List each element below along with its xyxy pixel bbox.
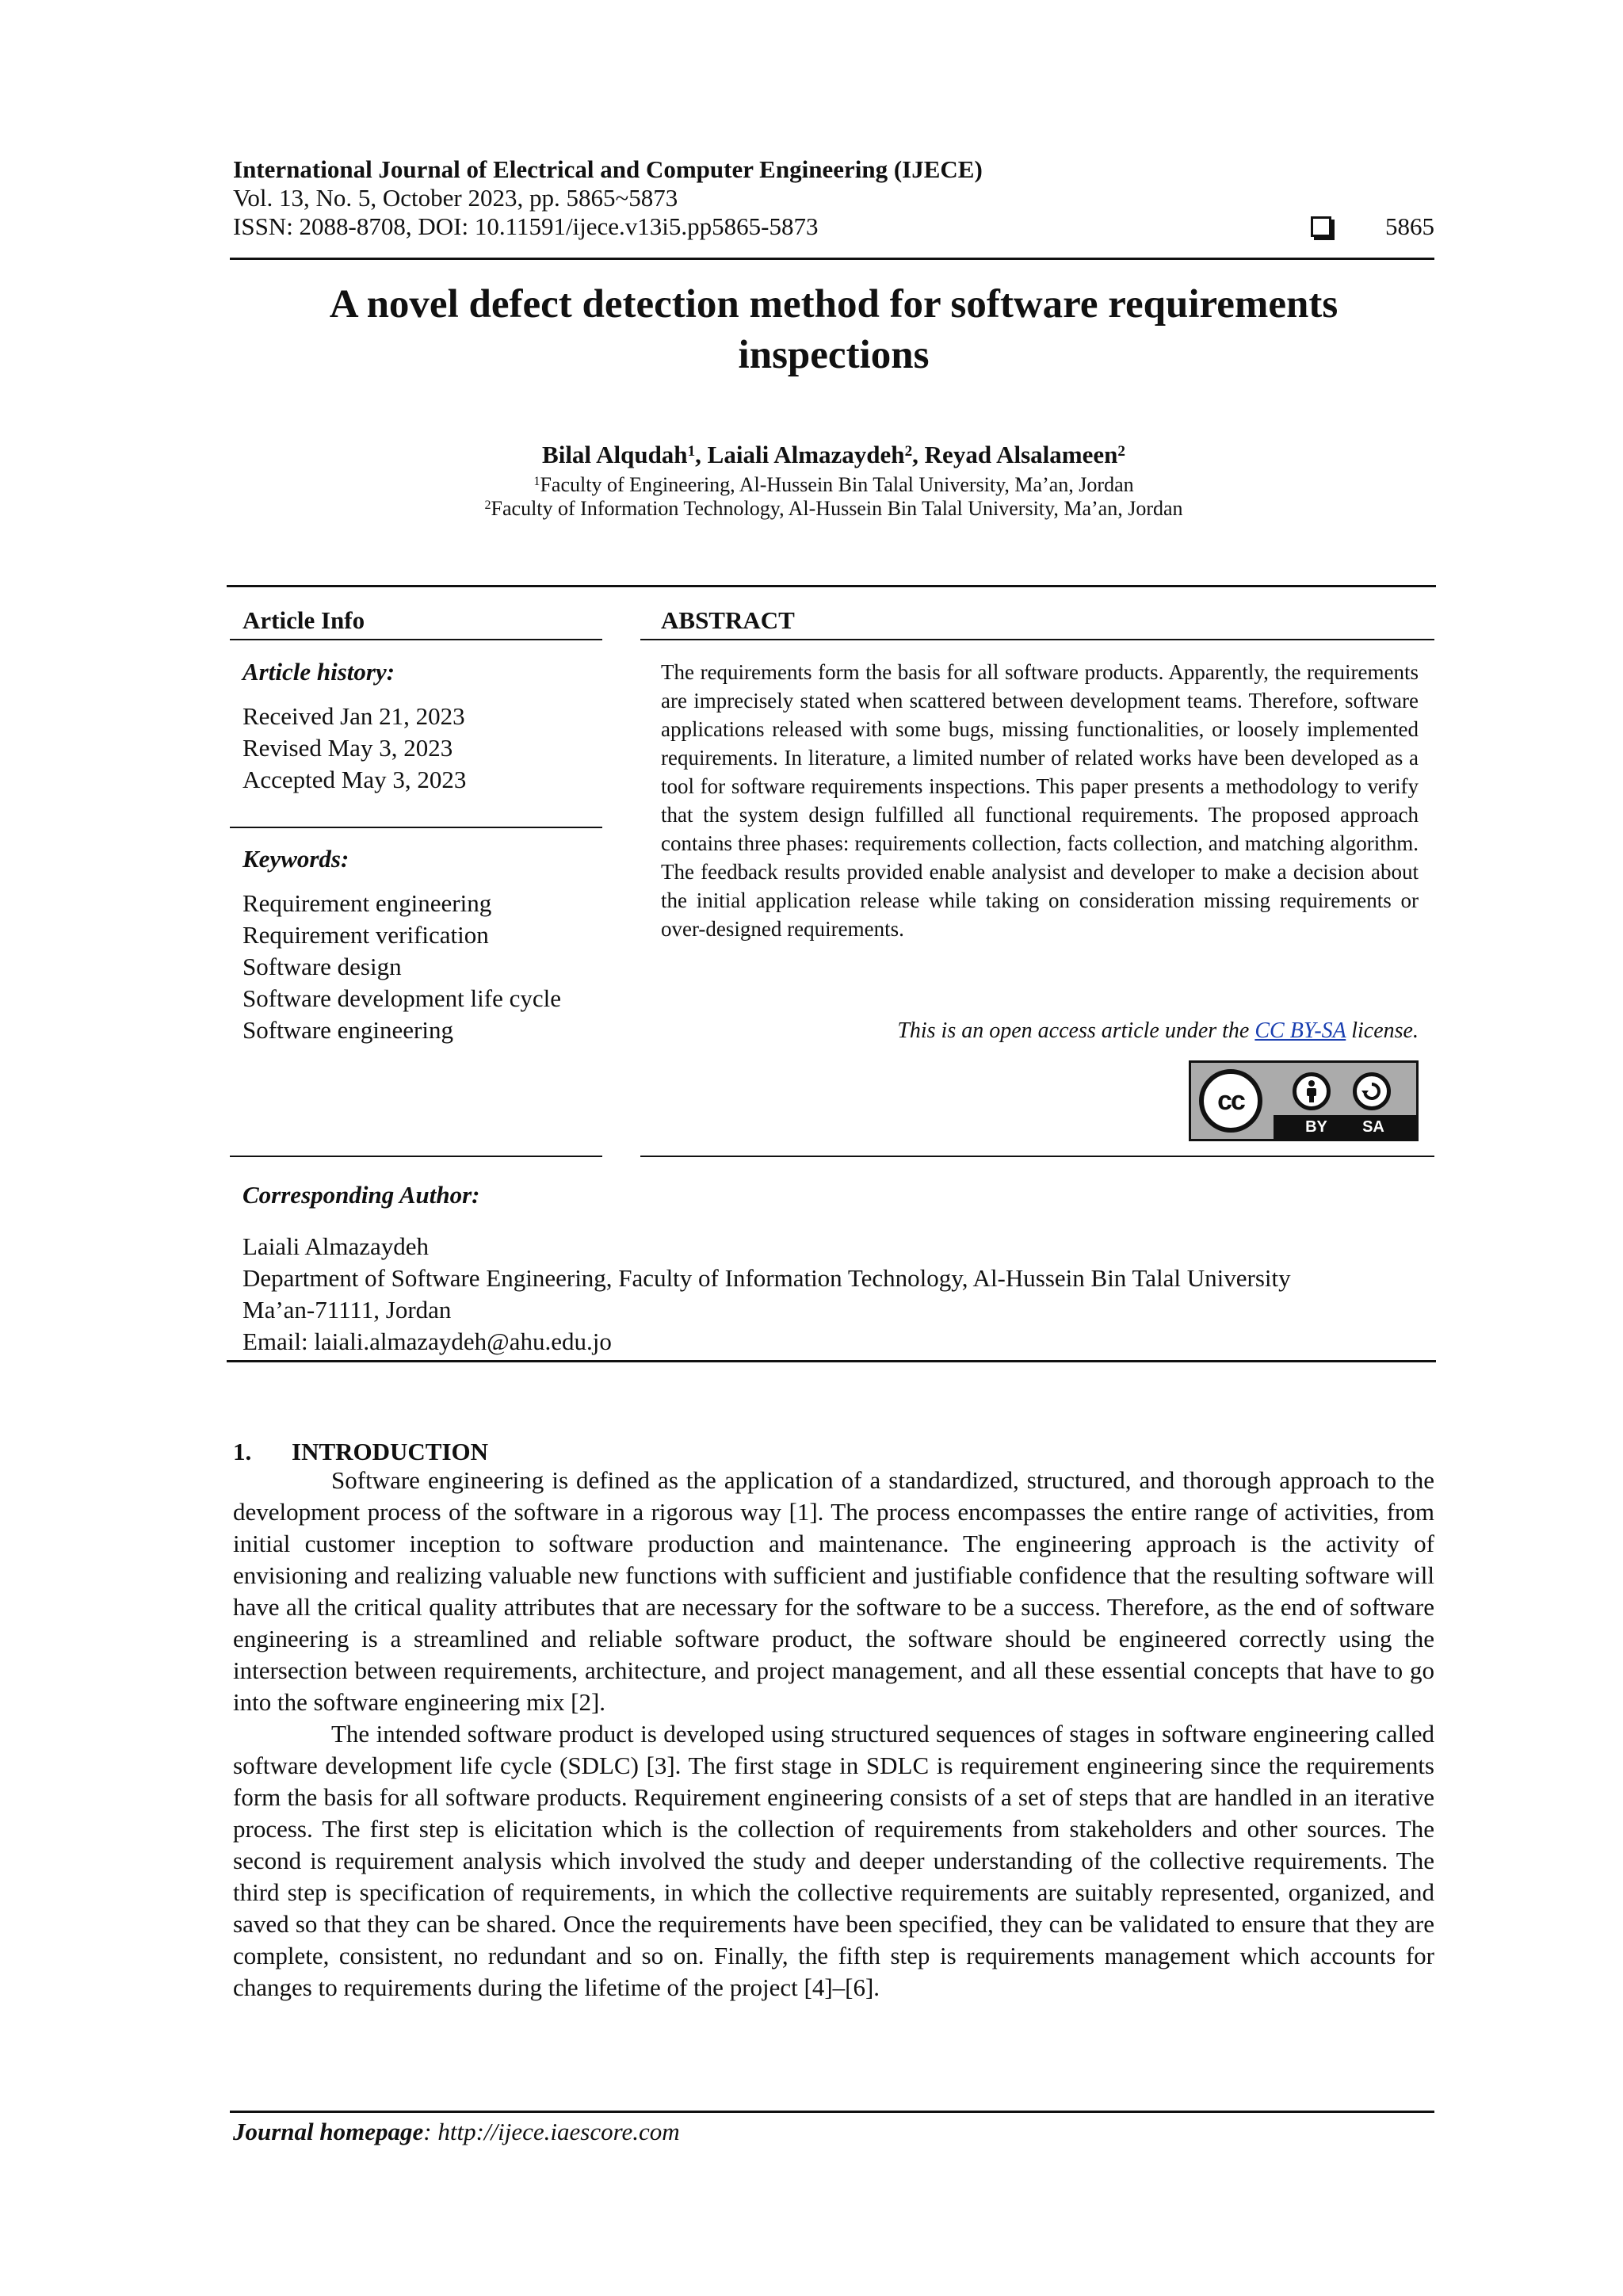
journal-header	[233, 155, 1434, 241]
issn-row	[233, 212, 1434, 241]
info-bottom-rule	[227, 1360, 1436, 1362]
title-line-1: A novel defect detection method for software requirements	[329, 282, 1338, 327]
keywords-label: Keywords:	[242, 845, 349, 873]
keyword: Software development life cycle	[242, 984, 561, 1012]
abstract-heading: ABSTRACT	[661, 606, 795, 634]
affiliation-1: $^1$Faculty of Engineering, Al-Hussein Bin Talal University, Ma’an, Jordan	[533, 473, 1134, 496]
article-history-label: Article history:	[242, 658, 395, 686]
attribution-person-icon	[1293, 1072, 1331, 1110]
square-box-icon	[1311, 216, 1331, 237]
badge-label-strip	[1274, 1115, 1416, 1139]
share-alike-glyph-icon	[1360, 1079, 1384, 1103]
info-top-rule	[227, 585, 1436, 587]
journal-homepage	[233, 2118, 680, 2146]
title-line-2: inspections	[738, 333, 930, 377]
paper-title	[233, 279, 1434, 380]
author: Reyad Alsalameen$^2$	[924, 441, 1125, 468]
abstract-bottom-rule	[640, 1156, 1434, 1157]
page-number-box	[1311, 212, 1434, 241]
history-received: Received Jan 21, 2023	[242, 702, 465, 730]
keyword: Software engineering	[242, 1016, 453, 1044]
author: Bilal Alqudah$^1$,	[542, 441, 708, 468]
homepage-label: Journal homepage	[233, 2118, 424, 2145]
abstract-text: The requirements form the basis for all software products. Apparently, the requirements are imprecisely stated when scattered between development teams. Therefore, software applications released with some bugs, missing functionalities, or loosely implemented requirements. In literature, a limited number of related works have been developed as a tool for software requirements inspections. This paper presents a methodology to verify that the system design fulfilled all functional requirements. The proposed approach contains three phases: requirements collection, facts collection, and matching algorithm. The feedback results provided enable analysist and developer to make a decision about the initial application release while taking on consideration missing requirements or over-designed requirements.	[661, 660, 1419, 941]
footer-rule	[230, 2111, 1434, 2113]
share-alike-icon	[1353, 1072, 1391, 1110]
article-history-list	[242, 701, 466, 796]
license-statement: This is an open access article under the CC BY-SA license.	[897, 1018, 1419, 1043]
author: Laiali Almazaydeh$^2$,	[707, 441, 925, 468]
article-info-heading: Article Info	[242, 606, 365, 634]
corresponding-author-details	[242, 1231, 1431, 1358]
corresponding-author-label: Corresponding Author:	[242, 1181, 480, 1209]
corresponding-address: Ma’an-71111, Jordan	[242, 1296, 452, 1324]
history-accepted: Accepted May 3, 2023	[242, 766, 467, 793]
page-number: 5865	[1385, 212, 1434, 240]
keyword: Requirement verification	[242, 921, 489, 949]
history-revised: Revised May 3, 2023	[242, 734, 453, 762]
body-paragraph: The intended software product is developed using structured sequences of stages in software engineering called software development life cycle (SDLC) [3]. The first stage in SDLC is requirement engineering since the requirements form the basis for all software products. Requirement engineering consists of a set of steps that are handled in an iterative process. The first step is elicitation which is the collection of requirements from stakeholders and other sources. The second is requirement analysis which involved the study and deeper understanding of the collective requirements. The third step is specification of requirements, in which the collective requirements are suitably represented, organized, and saved so that they can be shared. Once the requirements have been specified, they can be validated to ensure that they are complete, consistent, no redundant and so on. Finally, the fifth step is requirements management which accounts for changes to requirements during the lifetime of the project [4]–[6].	[233, 1720, 1434, 2001]
creative-commons-icon: cc	[1199, 1069, 1262, 1133]
keyword: Software design	[242, 953, 402, 980]
corresponding-name: Laiali Almazaydeh	[242, 1232, 429, 1260]
section-number: 1.	[233, 1438, 252, 1465]
body-paragraph: Software engineering is defined as the application of a standardized, structured, and thorough approach to the development process of the software in a rigorous way [1]. The process encompasses the entire range of activities, from initial customer inception to software production and maintenance. The engineering approach is the activity of envisioning and realizing valuable new functions with sufficient and justifiable confidence that the resulting software will have all the critical quality attributes that are necessary for the software to be a success. Therefore, as the end of software engineering is a streamlined and reliable software product, the software should be engineered correctly using the intersection between requirements, architecture, and project management, and all these essential concepts that have to go into the software engineering mix [2].	[233, 1466, 1434, 1716]
history-divider	[230, 827, 602, 828]
badge-sa-label: SA	[1362, 1117, 1384, 1136]
badge-by-label: BY	[1305, 1117, 1327, 1136]
corresponding-department: Department of Software Engineering, Faculty of Information Technology, Al-Hussein Bin Talal University	[242, 1264, 1291, 1292]
section-title: INTRODUCTION	[292, 1438, 489, 1465]
abstract-underline	[640, 639, 1434, 640]
keyword: Requirement engineering	[242, 889, 492, 917]
volume-info: Vol. 13, No. 5, October 2023, pp. 5865~5873	[233, 184, 678, 212]
article-info-underline	[230, 639, 602, 640]
homepage-url: : http://ijece.iaescore.com	[423, 2118, 680, 2145]
affiliation-2: $^2$Faculty of Information Technology, Al-Hussein Bin Talal University, Ma’an, Jordan	[484, 497, 1183, 520]
cc-by-sa-badge	[1189, 1060, 1419, 1141]
journal-name: International Journal of Electrical and Computer Engineering (IJECE)	[233, 155, 983, 183]
issn-doi: ISSN: 2088-8708, DOI: 10.11591/ijece.v13i5.pp5865-5873	[233, 212, 819, 240]
header-rule	[230, 258, 1434, 260]
keyword-list	[242, 888, 561, 1046]
keywords-bottom-rule	[230, 1156, 602, 1157]
introduction-heading	[233, 1438, 488, 1466]
introduction-body	[233, 1465, 1434, 2004]
cc-by-sa-link[interactable]: CC BY-SA	[1254, 1018, 1346, 1043]
person-glyph-icon	[1302, 1079, 1321, 1103]
author-list	[233, 441, 1434, 469]
corresponding-email: Email: laiali.almazaydeh@ahu.edu.jo	[242, 1328, 612, 1355]
